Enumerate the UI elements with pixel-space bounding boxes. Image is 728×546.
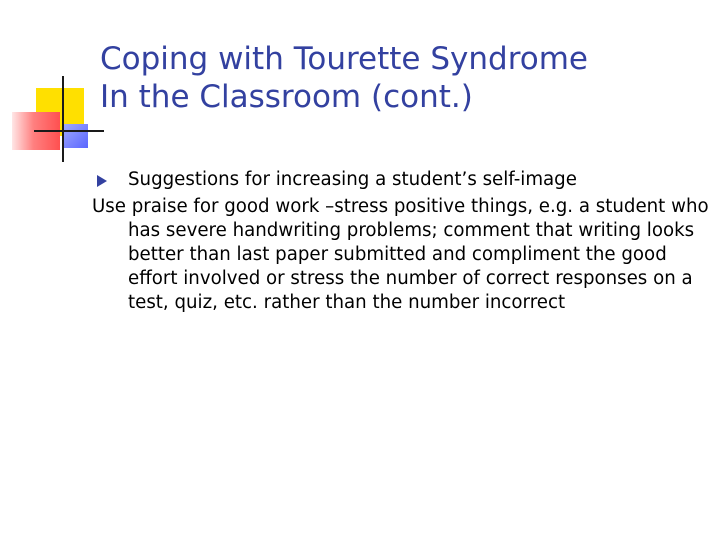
- bullet-item: [92, 168, 712, 192]
- bullet-text: Suggestions for increasing a student’s self-image: [128, 169, 577, 190]
- body-paragraph: Use praise for good work –stress positive things, e.g. a student who has severe handwriting problems; comment that writing looks better than last paper submitted and compliment the good effort involved or stress the number of correct responses on a test, quiz, etc. rather than the number incorrect: [92, 196, 709, 313]
- blue-block: [64, 124, 88, 148]
- slide-title-line-2: In the Classroom (cont.): [100, 79, 473, 115]
- slide-body: [92, 168, 712, 315]
- triangle-bullet-icon: [97, 175, 107, 187]
- slide-title: [100, 40, 700, 116]
- horizontal-rule-line: [34, 130, 104, 132]
- vertical-rule-line: [62, 76, 64, 162]
- slide-title-line-1: Coping with Tourette Syndrome: [100, 41, 589, 77]
